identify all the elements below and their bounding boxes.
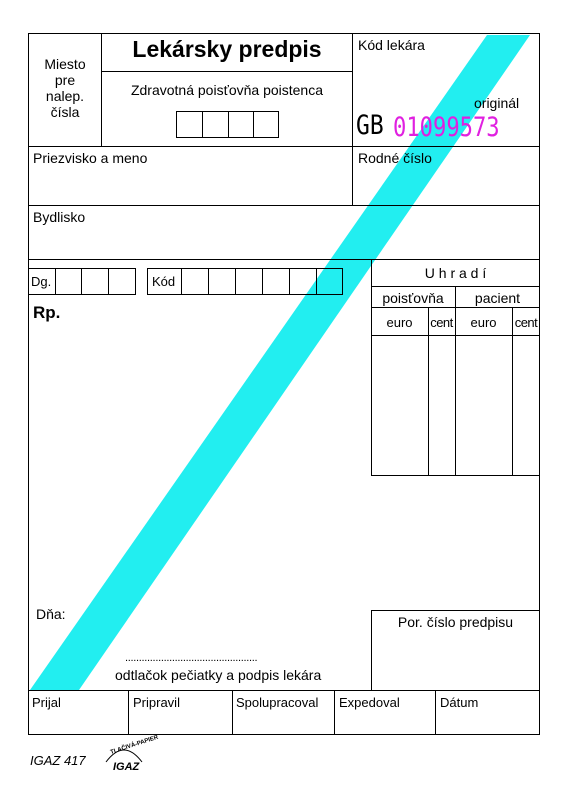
patient-cent: cent (514, 315, 538, 330)
insurer-euro: euro (386, 315, 413, 330)
order-number-label: Por. číslo predpisu (397, 614, 514, 630)
patient-name-label: Priezvisko a meno (33, 150, 148, 166)
stamp-label: odtlačok pečiatky a podpis lekára (115, 667, 322, 683)
page-title: Lekársky predpis (132, 36, 322, 62)
insurer-cent: cent (430, 315, 453, 330)
sticker-place-label: Miesto pre nalep. čísla (44, 56, 86, 120)
date-label: Dňa: (36, 606, 66, 622)
insurer-code-boxes[interactable] (176, 111, 279, 138)
birth-number-label: Rodné číslo (358, 150, 432, 166)
payment-patient: pacient (474, 290, 521, 306)
patient-euro: euro (470, 315, 497, 330)
svg-text:TLAČIVÁ-PAPIER: TLAČIVÁ-PAPIER (109, 734, 160, 756)
doctor-code-label: Kód lekára (358, 37, 425, 53)
footer-cooperated: Spolupracoval (236, 695, 319, 710)
svg-text:IGAZ: IGAZ (113, 761, 140, 773)
rx-label: Rp. (33, 303, 61, 322)
serial-number: 01099573 (393, 112, 500, 143)
footer-received: Prijal (32, 695, 61, 710)
payment-title: U h r a d í (424, 265, 487, 281)
code-boxes[interactable] (147, 268, 343, 295)
printer-code: IGAZ 417 (30, 753, 86, 768)
insurer-label: Zdravotná poisťovňa poistenca (130, 82, 324, 98)
payment-insurer: poisťovňa (382, 290, 444, 306)
footer-prepared: Pripravil (133, 695, 180, 710)
printer-logo (100, 734, 160, 776)
diagnosis-label: Dg. (31, 274, 52, 289)
address-label: Bydlisko (33, 209, 86, 225)
original-label: originál (474, 95, 520, 111)
code-label: Kód (152, 274, 176, 289)
serial-prefix: GB (356, 110, 384, 141)
stamp-dotted-line: ................................................ (125, 652, 258, 664)
footer-date: Dátum (440, 695, 479, 710)
footer-dispensed: Expedoval (339, 695, 400, 710)
